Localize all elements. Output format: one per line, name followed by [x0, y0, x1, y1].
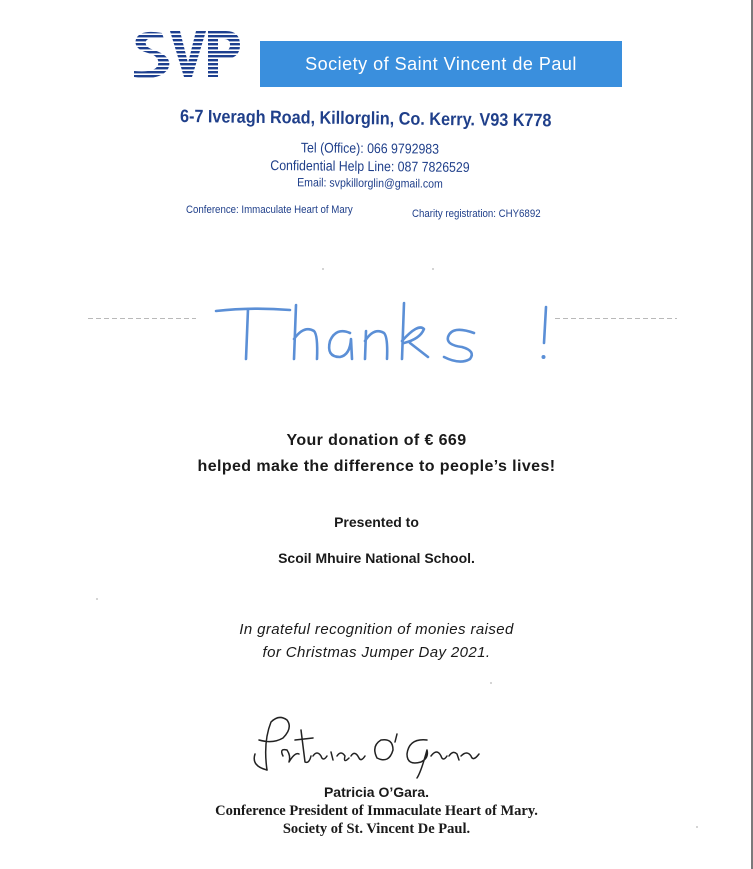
recognition-line2: for Christmas Jumper Day 2021.	[262, 644, 491, 661]
office-phone: Tel (Office): 066 9792983	[300, 139, 440, 157]
recipient-name: Scoil Mhuire National School.	[278, 550, 475, 566]
thanks-text: Thanks !	[212, 295, 216, 296]
divider-left	[88, 318, 196, 319]
thanks-handwriting	[212, 295, 572, 373]
signature	[245, 712, 485, 782]
svp-logo	[130, 27, 242, 79]
divider-right	[555, 318, 677, 319]
signatory-title: Conference President of Immaculate Heart of Mary.	[215, 803, 538, 819]
scan-speck	[432, 268, 434, 270]
conference-name: Conference: Immaculate Heart of Mary	[186, 204, 353, 216]
help-line: Confidential Help Line: 087 7826529	[270, 157, 470, 175]
signatory-organization: Society of St. Vincent De Paul.	[282, 821, 471, 837]
signature-text: Patricia O'Gara	[245, 712, 252, 713]
organization-banner: Society of Saint Vincent de Paul	[260, 41, 622, 87]
recognition-line1: In grateful recognition of monies raised	[239, 621, 514, 638]
signatory-name: Patricia O’Gara.	[323, 784, 430, 800]
scan-speck	[490, 682, 492, 684]
donation-amount: Your donation of € 669	[286, 432, 467, 449]
donation-message: helped make the difference to people’s lives!	[197, 458, 556, 475]
email-address: Email: svpkillorglin@gmail.com	[297, 175, 443, 191]
scan-speck	[96, 598, 98, 600]
scan-speck	[322, 268, 324, 270]
presented-label: Presented to	[334, 514, 419, 530]
charity-registration: Charity registration: CHY6892	[412, 208, 541, 220]
address: 6-7 Iveragh Road, Killorglin, Co. Kerry. V93 K778	[179, 106, 552, 131]
scan-speck	[696, 826, 698, 828]
